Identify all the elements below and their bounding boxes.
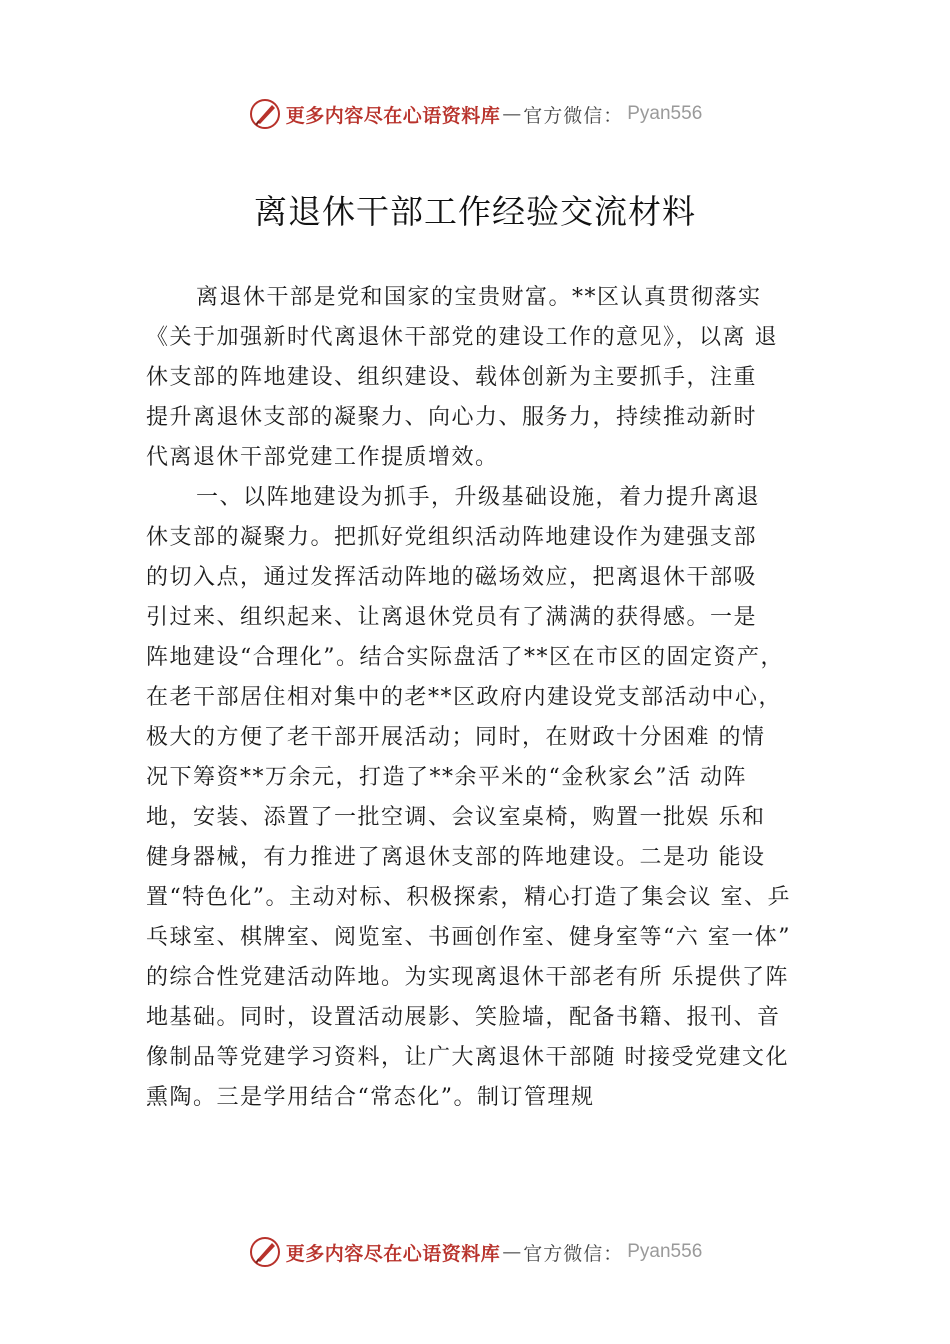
body-line: 熏陶。三是学用结合“常态化”。制订管理规 bbox=[146, 1085, 595, 1110]
watermark-contact-label: 官方微信： bbox=[523, 104, 624, 127]
body-line: 的综合性党建活动阵地。为实现离退休干部老有所 乐提供了阵 bbox=[146, 965, 789, 990]
watermark-header bbox=[0, 94, 950, 134]
body-line: 乓球室、棋牌室、阅览室、书画创作室、健身室等“六 室一体” bbox=[146, 925, 791, 950]
quill-seal-icon bbox=[248, 1235, 282, 1269]
body-line: 阵地建设“合理化”。结合实际盘活了**区在市区的固定资产， bbox=[146, 645, 784, 670]
body-line: 在老干部居住相对集中的老**区政府内建设党支部活动中心， bbox=[146, 685, 783, 710]
watermark-contact-id: Pyan556 bbox=[627, 1241, 703, 1262]
body-line: 地，安装、添置了一批空调、会议室桌椅，购置一批娱 乐和 bbox=[146, 805, 766, 830]
body-line: 提升离退休支部的凝聚力、向心力、服务力，持续推动新时 bbox=[146, 405, 758, 430]
watermark-dash: — bbox=[502, 103, 522, 125]
body-line: 引过来、组织起来、让离退休党员有了满满的获得感。一是 bbox=[146, 605, 758, 630]
document-body bbox=[146, 278, 846, 1118]
body-line: 像制品等党建学习资料，让广大离退休干部随 时接受党建文化 bbox=[146, 1045, 789, 1070]
body-line: 《关于加强新时代离退休干部党的建设工作的意见》，以离 退 bbox=[146, 325, 778, 350]
watermark-contact-label: 官方微信： bbox=[523, 1242, 624, 1265]
body-line: 一、以阵地建设为抓手，升级基础设施，着力提升离退 bbox=[196, 485, 761, 510]
body-line: 离退休干部是党和国家的宝贵财富。**区认真贯彻落实 bbox=[196, 285, 762, 310]
watermark-contact-id: Pyan556 bbox=[627, 103, 703, 124]
watermark-brand: 更多内容尽在心语资料库 bbox=[285, 104, 501, 127]
quill-seal-icon bbox=[248, 97, 282, 131]
body-line: 地基础。同时，设置活动展影、笑脸墙，配备书籍、报刊、音 bbox=[146, 1005, 781, 1030]
body-line: 的切入点，通过发挥活动阵地的磁场效应，把离退休干部吸 bbox=[146, 565, 758, 590]
body-line: 健身器械，有力推进了离退休支部的阵地建设。二是功 能设 bbox=[146, 845, 766, 870]
body-line: 代离退休干部党建工作提质增效。 bbox=[146, 445, 499, 470]
watermark-dash: — bbox=[502, 1241, 522, 1263]
document-title: 离退休干部工作经验交流材料 bbox=[254, 192, 696, 231]
body-line: 休支部的凝聚力。把抓好党组织活动阵地建设作为建强支部 bbox=[146, 525, 758, 550]
watermark-footer bbox=[0, 1232, 950, 1272]
body-line: 极大的方便了老干部开展活动；同时，在财政十分困难 的情 bbox=[146, 725, 766, 750]
watermark-brand: 更多内容尽在心语资料库 bbox=[285, 1242, 501, 1265]
body-line: 休支部的阵地建设、组织建设、载体创新为主要抓手，注重 bbox=[146, 365, 758, 390]
body-line: 置“特色化”。主动对标、积极探索，精心打造了集会议 室、乒 bbox=[146, 885, 791, 910]
body-line: 况下筹资**万余元，打造了**余平米的“金秋家㕕”活 动阵 bbox=[146, 765, 747, 790]
